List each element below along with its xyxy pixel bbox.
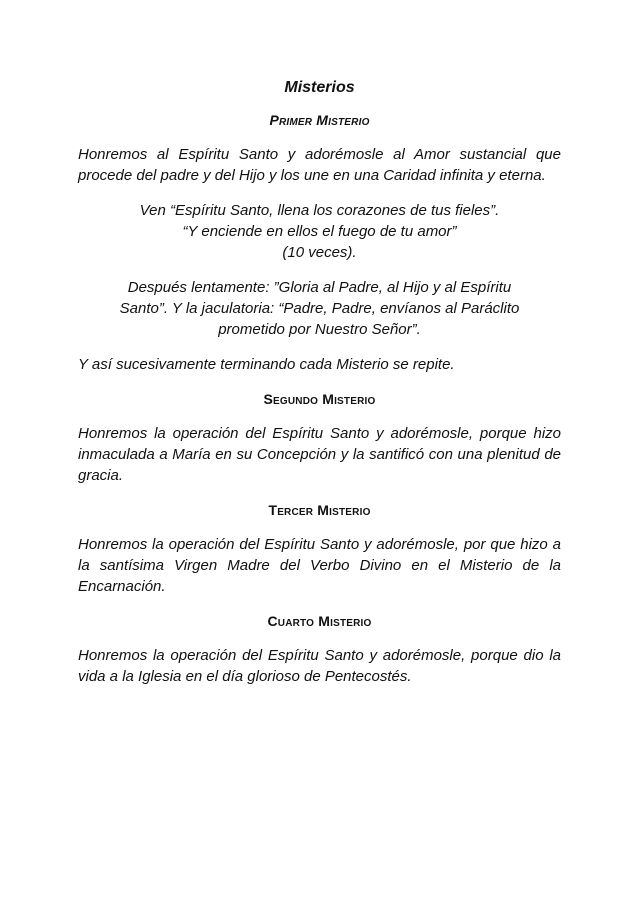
invocation-line-1: Ven “Espíritu Santo, llena los corazones de tus fieles”. bbox=[139, 202, 500, 219]
section-heading-segundo-misterio: Segundo Misterio bbox=[263, 391, 376, 407]
repeat-note: Y así sucesivamente terminando cada Misterio se repite. bbox=[78, 356, 455, 373]
invocation-block bbox=[78, 200, 561, 263]
section-body-segundo-misterio: Honremos la operación del Espíritu Santo y adorémosle, porque hizo inmaculada a María en su Concepción y la santificó con una plenitud de gracia. bbox=[78, 425, 561, 484]
instruction-line-2: Santo”. Y la jaculatoria: “Padre, Padre, envíanos al Paráclito bbox=[119, 300, 520, 317]
section-body-primer-misterio: Honremos al Espíritu Santo y adorémosle al Amor sustancial que procede del padre y del Hijo y los une en una Caridad infinita y eterna. bbox=[78, 146, 561, 184]
instruction-line-3: prometido por Nuestro Señor”. bbox=[218, 321, 421, 338]
instruction-line-1: Después lentamente: ”Gloria al Padre, al Hijo y al Espíritu bbox=[127, 279, 512, 296]
section-heading-primer-misterio: Primer Misterio bbox=[269, 112, 370, 128]
section-heading-cuarto-misterio: Cuarto Misterio bbox=[267, 613, 372, 629]
section-body-tercer-misterio: Honremos la operación del Espíritu Santo y adorémosle, por que hizo a la santísima Virgen Madre del Verbo Divino en el Misterio de la Encarnación. bbox=[78, 536, 561, 595]
section-body-cuarto-misterio: Honremos la operación del Espíritu Santo y adorémosle, porque dio la vida a la Iglesia en el día glorioso de Pentecostés. bbox=[78, 647, 561, 685]
document-title: Misterios bbox=[284, 79, 355, 96]
section-heading-tercer-misterio: Tercer Misterio bbox=[268, 502, 371, 518]
invocation-line-2: “Y enciende en ellos el fuego de tu amor” bbox=[182, 223, 457, 240]
instruction-block bbox=[78, 277, 561, 340]
invocation-line-3: (10 veces). bbox=[282, 244, 357, 261]
